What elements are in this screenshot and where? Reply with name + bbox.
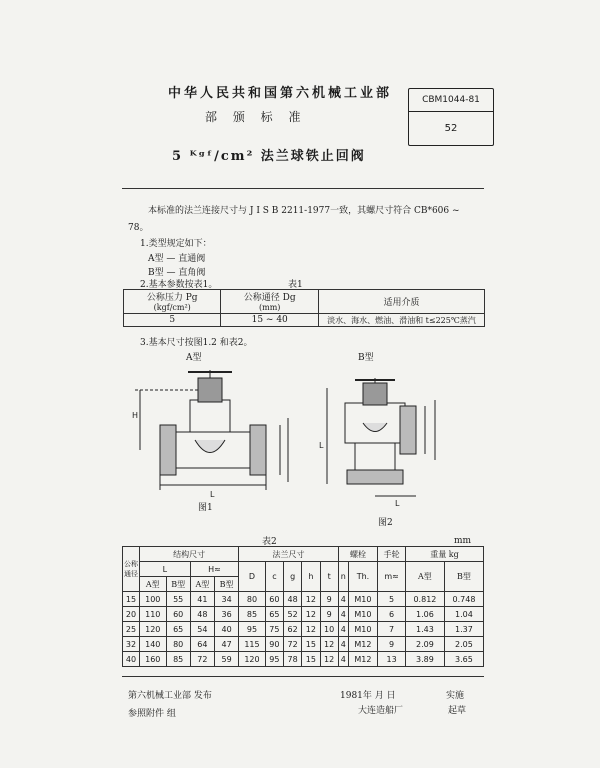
drafting-label: 起草 [448, 706, 467, 716]
table-cell: 59 [214, 652, 238, 667]
table-cell: 90 [265, 637, 283, 652]
table-cell: 60 [265, 592, 283, 607]
table-header: n [338, 562, 348, 592]
type-b-label: B型 [358, 353, 374, 363]
standard-type: 部 颁 标 准 [205, 110, 307, 124]
table-header: A型 [405, 562, 444, 592]
table-cell: 15 [302, 652, 320, 667]
table-header: g [284, 562, 302, 592]
table-cell: 4 [338, 607, 348, 622]
table-header: B型 [166, 577, 190, 592]
header-rule [122, 188, 484, 189]
table-header: h [302, 562, 320, 592]
table-cell: 64 [190, 637, 214, 652]
table-cell: 48 [284, 592, 302, 607]
table-cell: 6 [378, 607, 406, 622]
table-header [221, 290, 318, 314]
type-a-label: A型 [186, 353, 202, 363]
table-header: 手轮 [378, 547, 406, 562]
table-cell: 85 [166, 652, 190, 667]
table-cell: 100 [140, 592, 167, 607]
table-row [123, 652, 484, 667]
table-cell: 60 [166, 607, 190, 622]
table-cell: 80 [166, 637, 190, 652]
divider [409, 111, 493, 112]
table-header: 螺栓 [338, 547, 377, 562]
table-cell: M10 [348, 607, 378, 622]
table-header: 重量 kg [405, 547, 483, 562]
table-cell: 65 [265, 607, 283, 622]
figure-1-caption: 图1 [198, 503, 213, 513]
table-cell: 9 [320, 592, 338, 607]
table-header-row [123, 562, 484, 577]
table-header: 结构尺寸 [140, 547, 239, 562]
issuer: 第六机械工业部 发布 [128, 691, 212, 701]
table-header: 适用介质 [318, 290, 484, 314]
table-cell: 40 [214, 622, 238, 637]
table-header: B型 [444, 562, 483, 592]
table-header-unit: (kgf/cm²) [153, 303, 191, 312]
issue-date: 1981年 月 日 [340, 691, 396, 701]
table-cell: 12 [302, 592, 320, 607]
table-row [123, 622, 484, 637]
standard-code: CBM1044-81 [422, 95, 480, 105]
table-cell: 140 [140, 637, 167, 652]
table-cell: 55 [166, 592, 190, 607]
table-cell: 12 [302, 622, 320, 637]
table-cell: 15 [123, 592, 140, 607]
unit-label: mm [454, 536, 472, 546]
standard-code-box [408, 88, 494, 146]
table-cell: 7 [378, 622, 406, 637]
table-cell: 160 [140, 652, 167, 667]
issuer-note: 参照附件 组 [128, 709, 176, 719]
table-cell: 2.09 [405, 637, 444, 652]
intro-paragraph-cont: 78。 [128, 223, 149, 233]
table-header-row [123, 547, 484, 562]
table-row [123, 592, 484, 607]
table-cell: 72 [284, 637, 302, 652]
table-cell: 12 [320, 652, 338, 667]
table-cell: 80 [239, 592, 266, 607]
table-cell: 15 [302, 637, 320, 652]
table-cell: 120 [140, 622, 167, 637]
table-header: A型 [190, 577, 214, 592]
table-cell: 47 [214, 637, 238, 652]
ministry-title: 中华人民共和国第六机械工业部 [168, 86, 393, 101]
table-row [123, 637, 484, 652]
svg-text:L: L [395, 499, 400, 508]
table-header-row [124, 290, 485, 314]
svg-text:L: L [319, 441, 324, 450]
table-cell: 10 [320, 622, 338, 637]
table-cell: 120 [239, 652, 266, 667]
table-cell: 0.812 [405, 592, 444, 607]
table-cell: M12 [348, 652, 378, 667]
table-cell: 淡水、海水、燃油、滑油和 t≤225℃蒸汽 [318, 314, 484, 327]
table-cell: 95 [265, 652, 283, 667]
table-cell: 40 [123, 652, 140, 667]
table-header: Th. [348, 562, 378, 592]
table-cell: 1.06 [405, 607, 444, 622]
table-header: t [320, 562, 338, 592]
table-cell: 4 [338, 622, 348, 637]
table-cell: 75 [265, 622, 283, 637]
table-cell: 95 [239, 622, 266, 637]
table-cell: 25 [123, 622, 140, 637]
table-cell: 1.43 [405, 622, 444, 637]
section-2: 2.基本参数按表1。 [140, 280, 218, 290]
table-cell: 48 [190, 607, 214, 622]
table1-caption: 表1 [288, 280, 303, 290]
table-cell: 2.05 [444, 637, 483, 652]
table-header [124, 290, 221, 314]
intro-paragraph: 本标准的法兰连接尺寸与 J I S B 2211-1977一致，其螺尺寸符合 CB*606 ~ [148, 206, 460, 216]
table-cell: 32 [123, 637, 140, 652]
effective-status: 实施 [446, 691, 465, 701]
table-cell: 1.37 [444, 622, 483, 637]
type-b-desc: B型 — 直角阀 [148, 268, 206, 278]
table-header: H≈ [190, 562, 238, 577]
section-3: 3.基本尺寸按图1.2 和表2。 [140, 338, 253, 348]
document-title: 5 ᴷᵍᶠ/cm² 法兰球铁止回阀 [172, 149, 366, 164]
table-header: A型 [140, 577, 167, 592]
svg-text:L: L [210, 490, 215, 499]
table-cell: 4 [338, 637, 348, 652]
table-header-text: 公称压力 Pg [146, 293, 198, 303]
table-header: L [140, 562, 191, 577]
figure-1-drawing [120, 370, 295, 500]
table-header: 公称通径 [123, 547, 140, 592]
table-header: D [239, 562, 266, 592]
table-cell: 9 [378, 637, 406, 652]
table-cell: 72 [190, 652, 214, 667]
table-cell: 5 [378, 592, 406, 607]
table-header-unit: (mm) [258, 303, 281, 312]
table-cell: 20 [123, 607, 140, 622]
table-cell: 15 ~ 40 [221, 314, 318, 327]
table-cell: 78 [284, 652, 302, 667]
table-cell: M10 [348, 592, 378, 607]
params-table [123, 289, 485, 327]
table-cell: 13 [378, 652, 406, 667]
table-cell: 4 [338, 652, 348, 667]
drafting-unit: 大连造船厂 [358, 706, 404, 716]
dimensions-table [122, 546, 484, 667]
table-cell: 12 [320, 637, 338, 652]
table-cell: 52 [284, 607, 302, 622]
figure-2-drawing [315, 378, 455, 513]
table2-caption: 表2 [262, 537, 277, 547]
figure-2-caption: 图2 [378, 518, 393, 528]
table-header: 法兰尺寸 [239, 547, 339, 562]
table-cell: M10 [348, 622, 378, 637]
table-cell: 41 [190, 592, 214, 607]
table-cell: 54 [190, 622, 214, 637]
table-cell: 3.65 [444, 652, 483, 667]
section-1: 1.类型规定如下： [140, 239, 212, 249]
table-cell: 110 [140, 607, 167, 622]
table-header: c [265, 562, 283, 592]
table-row [123, 607, 484, 622]
table-cell: 3.89 [405, 652, 444, 667]
type-a-desc: A型 — 直通阀 [148, 254, 206, 264]
svg-text:H: H [132, 411, 139, 420]
page-number: 52 [444, 123, 458, 134]
table-cell: 36 [214, 607, 238, 622]
footer-rule [122, 676, 484, 677]
table-cell: 9 [320, 607, 338, 622]
table-row [124, 314, 485, 327]
table-cell: 85 [239, 607, 266, 622]
table-header: m≈ [378, 562, 406, 592]
table-cell: 4 [338, 592, 348, 607]
table-header: B型 [214, 577, 238, 592]
table-cell: 34 [214, 592, 238, 607]
table-cell: 5 [124, 314, 221, 327]
table-header-text: 公称通径 Dg [243, 293, 296, 303]
table-cell: 62 [284, 622, 302, 637]
table-cell: 115 [239, 637, 266, 652]
table-cell: 1.04 [444, 607, 483, 622]
table-cell: 0.748 [444, 592, 483, 607]
table-cell: 12 [302, 607, 320, 622]
table-cell: 65 [166, 622, 190, 637]
table-cell: M12 [348, 637, 378, 652]
